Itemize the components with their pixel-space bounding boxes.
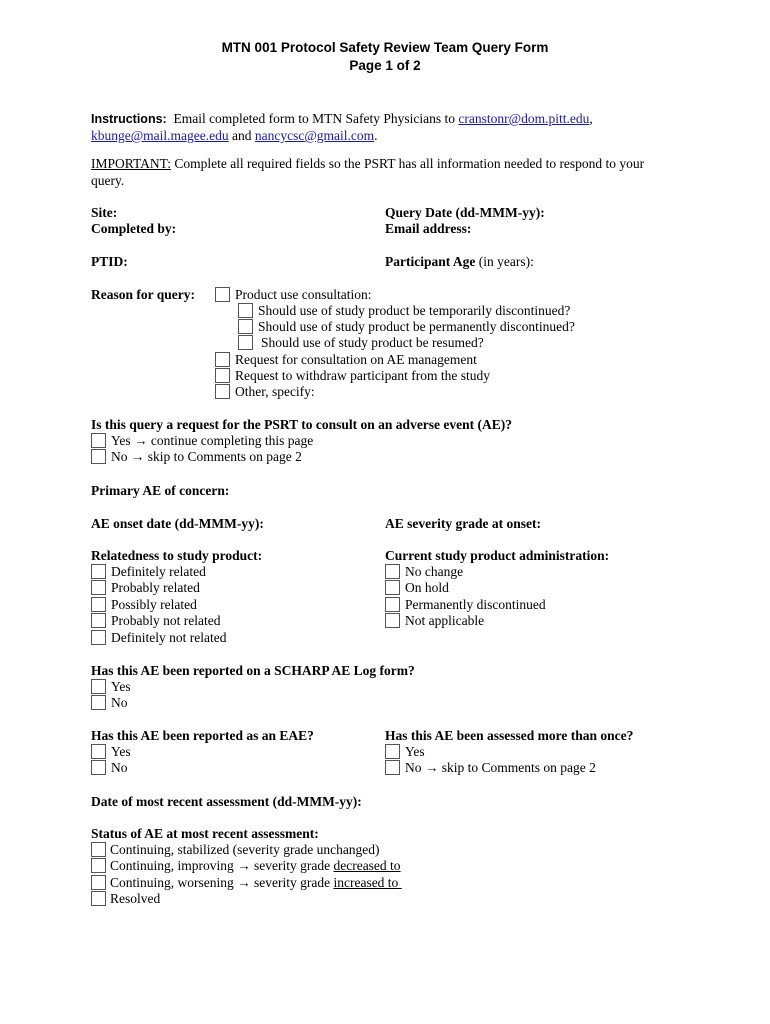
checkbox-status-resolved[interactable]: [91, 891, 106, 906]
page-number: Page 1 of 2: [349, 58, 421, 73]
relatedness-option: Probably related: [111, 580, 200, 595]
completed-by-label: Completed by:: [91, 221, 177, 236]
important-text-1: Complete all required fields so the PSRT has all information needed to respond to your: [174, 156, 645, 171]
email-link-nancycsc[interactable]: nancycsc@gmail.com: [254, 128, 375, 143]
scharp-yes-label: Yes: [111, 679, 131, 694]
option-product-use: Product use consultation:: [235, 287, 372, 302]
email-address-label: Email address:: [385, 221, 472, 236]
relatedness-option: Definitely related: [111, 564, 206, 579]
checkbox-status-worsening[interactable]: [91, 875, 106, 890]
status-worsening-label: Continuing, worsening → severity grade increased to: [110, 875, 399, 890]
recent-assessment-date-label: Date of most recent assessment (dd-MMM-yy):: [91, 794, 362, 809]
checkbox-scharp-no[interactable]: [91, 695, 106, 710]
instructions-label: Instructions:: [91, 112, 167, 126]
email-link-cranstonr[interactable]: cranstonr@dom.pitt.edu: [458, 111, 590, 126]
participant-age-label: Participant Age (in years):: [385, 254, 534, 269]
administration-option: On hold: [405, 580, 449, 595]
checkbox-probably-not-related[interactable]: [91, 613, 106, 628]
checkbox-possibly-related[interactable]: [91, 597, 106, 612]
status-label: Status of AE at most recent assessment:: [91, 826, 319, 841]
option-temp-discontinue: Should use of study product be temporarily discontinued?: [258, 303, 571, 318]
checkbox-withdraw[interactable]: [215, 368, 230, 383]
option-resume: Should use of study product be resumed?: [261, 335, 484, 350]
administration-option: Permanently discontinued: [405, 597, 546, 612]
checkbox-eae-yes[interactable]: [91, 744, 106, 759]
ptid-label: PTID:: [91, 254, 128, 269]
administration-label: Current study product administration:: [385, 548, 610, 563]
checkbox-status-improving[interactable]: [91, 858, 106, 873]
relatedness-option: Definitely not related: [111, 630, 227, 645]
eae-no-label: No: [111, 760, 128, 775]
option-perm-discontinue: Should use of study product be permanently discontinued?: [258, 319, 575, 334]
checkbox-definitely-not-related[interactable]: [91, 630, 106, 645]
checkbox-status-stabilized[interactable]: [91, 842, 106, 857]
checkbox-other[interactable]: [215, 384, 230, 399]
checkbox-resume[interactable]: [238, 335, 253, 350]
status-resolved-label: Resolved: [110, 891, 161, 906]
ae-query-no-label: No → skip to Comments on page 2: [111, 449, 302, 464]
query-date-label: Query Date (dd-MMM-yy):: [385, 205, 545, 220]
eae-yes-label: Yes: [111, 744, 131, 759]
instructions-line-2: [91, 127, 378, 144]
checkbox-assessed-yes[interactable]: [385, 744, 400, 759]
checkbox-ae-management[interactable]: [215, 352, 230, 367]
instructions-text: Email completed form to MTN Safety Physicians to: [173, 111, 456, 126]
site-label: Site:: [91, 205, 118, 220]
administration-option: No change: [405, 564, 464, 579]
relatedness-option: Probably not related: [111, 613, 221, 628]
option-other: Other, specify:: [235, 384, 315, 399]
form-title: MTN 001 Protocol Safety Review Team Query Form: [221, 40, 549, 55]
checkbox-definitely-related[interactable]: [91, 564, 106, 579]
ae-query-yes-label: Yes → continue completing this page: [111, 433, 314, 448]
option-ae-management: Request for consultation on AE management: [235, 352, 477, 367]
checkbox-permanently-discontinued[interactable]: [385, 597, 400, 612]
checkbox-temp-discontinue[interactable]: [238, 303, 253, 318]
instructions-line-1: [91, 110, 593, 128]
checkbox-not-applicable[interactable]: [385, 613, 400, 628]
instructions-and: and: [232, 128, 252, 143]
checkbox-assessed-no[interactable]: [385, 760, 400, 775]
checkbox-ae-query-no[interactable]: [91, 449, 106, 464]
relatedness-option: Possibly related: [111, 597, 197, 612]
primary-ae-label: Primary AE of concern:: [91, 483, 230, 498]
important-label: IMPORTANT:: [91, 156, 171, 171]
assessed-yes-label: Yes: [405, 744, 425, 759]
scharp-question: Has this AE been reported on a SCHARP AE Log form?: [91, 663, 415, 678]
administration-option: Not applicable: [405, 613, 485, 628]
email-link-kbunge[interactable]: kbunge@mail.magee.edu: [91, 128, 229, 143]
eae-question: Has this AE been reported as an EAE?: [91, 728, 314, 743]
relatedness-label: Relatedness to study product:: [91, 548, 263, 563]
assessed-question: Has this AE been assessed more than once?: [385, 728, 634, 743]
checkbox-probably-related[interactable]: [91, 580, 106, 595]
status-improving-label: Continuing, improving → severity grade decreased to: [110, 858, 401, 873]
important-line-1: [91, 155, 644, 172]
assessed-no-label: No → skip to Comments on page 2: [405, 760, 596, 775]
checkbox-product-use[interactable]: [215, 287, 230, 302]
scharp-no-label: No: [111, 695, 128, 710]
checkbox-ae-query-yes[interactable]: [91, 433, 106, 448]
reason-label: Reason for query:: [91, 287, 195, 302]
instructions-comma: ,: [589, 111, 593, 126]
checkbox-perm-discontinue[interactable]: [238, 319, 253, 334]
onset-date-label: AE onset date (dd-MMM-yy):: [91, 516, 264, 531]
status-stabilized-label: Continuing, stabilized (severity grade unchanged): [110, 842, 380, 857]
checkbox-eae-no[interactable]: [91, 760, 106, 775]
checkbox-on-hold[interactable]: [385, 580, 400, 595]
option-withdraw: Request to withdraw participant from the study: [235, 368, 490, 383]
checkbox-no-change[interactable]: [385, 564, 400, 579]
instructions-period: .: [374, 128, 378, 143]
important-text-2: query.: [91, 173, 125, 188]
severity-label: AE severity grade at onset:: [385, 516, 541, 531]
checkbox-scharp-yes[interactable]: [91, 679, 106, 694]
ae-query-question: Is this query a request for the PSRT to consult on an adverse event (AE)?: [91, 417, 513, 432]
